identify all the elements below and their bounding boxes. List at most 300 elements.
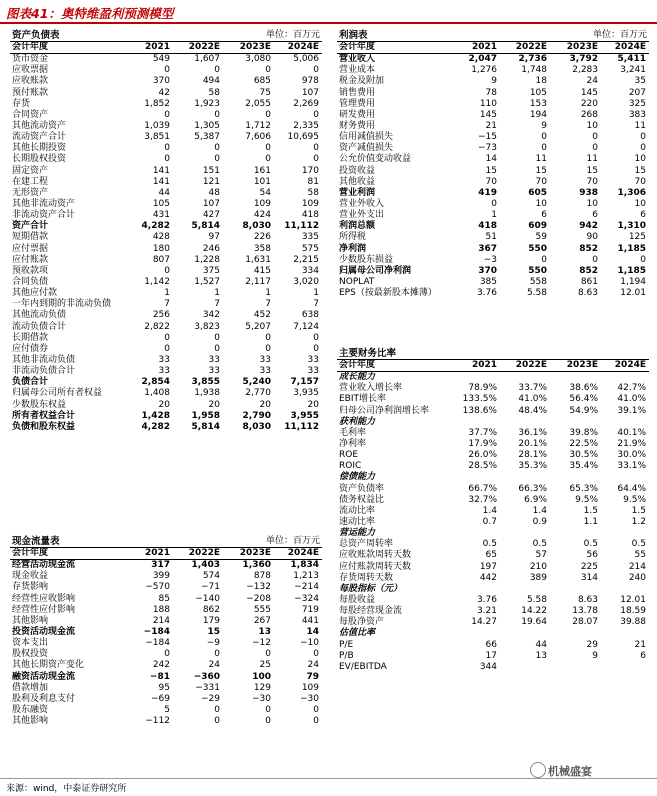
cell-value: 2,770 (245, 388, 271, 399)
cell-value: 141 (152, 165, 170, 176)
cell-value: 14.22 (521, 606, 547, 617)
cell-value: 2,854 (141, 377, 170, 388)
cell-value: 1,306 (617, 187, 646, 198)
cell-value: 0 (164, 109, 170, 120)
cell-value: 575 (301, 243, 319, 254)
cell-value: 0.5 (583, 539, 598, 550)
cell-value: 317 (151, 560, 170, 571)
cell-value: 10 (634, 198, 646, 209)
row-label: EPS（按最新股本摊薄） (339, 288, 437, 299)
cell-value: 33 (158, 354, 170, 365)
cell-value: 15 (207, 626, 220, 637)
row-label: 应收票据 (12, 65, 49, 76)
cell-value: 36.1% (518, 427, 547, 438)
cell-value: 0 (164, 343, 170, 354)
unit-label: 单位：百万元 (592, 30, 647, 40)
table-row (337, 562, 649, 573)
row-label: 其他收益 (339, 176, 376, 187)
cell-value: 15 (535, 165, 547, 176)
cell-value: 0 (640, 143, 646, 154)
cell-value: 246 (202, 243, 220, 254)
cell-value: 325 (628, 98, 646, 109)
cell-value: 852 (579, 265, 598, 276)
cell-value: 32.7% (468, 494, 497, 505)
row-label: 流动比率 (339, 505, 376, 516)
row-label: 税金及附加 (339, 76, 385, 87)
table-row (337, 617, 649, 628)
table-row (337, 143, 649, 154)
header-year: 2021 (471, 360, 497, 370)
cell-value: 37.7% (468, 427, 497, 438)
cell-value: 0 (313, 65, 319, 76)
wechat-icon (530, 762, 546, 778)
cell-value: −12 (252, 638, 271, 649)
row-label: 资产合计 (12, 221, 49, 232)
cell-value: 1.2 (631, 516, 646, 527)
row-label: 资产减值损失 (339, 143, 394, 154)
table-row (10, 65, 322, 76)
cell-value: 334 (301, 265, 319, 276)
row-label: 每股指标（元） (339, 583, 403, 594)
table-header (10, 548, 322, 560)
cell-value: 2,055 (245, 98, 271, 109)
cell-value: 0 (313, 716, 319, 727)
header-year: 2024E (614, 360, 646, 370)
cell-value: 11 (535, 154, 547, 165)
cell-value: 5,240 (242, 377, 271, 388)
cell-value: 6.9% (524, 494, 547, 505)
cell-value: 6 (592, 210, 598, 221)
row-label: 营业外收入 (339, 198, 385, 209)
row-label: 营业利润 (339, 187, 376, 198)
table-row (10, 121, 322, 132)
cell-value: 24 (586, 76, 598, 87)
row-label: ROE (339, 450, 359, 461)
cell-value: 0 (313, 343, 319, 354)
cell-value: 179 (202, 615, 220, 626)
cell-value: 0 (313, 649, 319, 660)
cell-value: 153 (529, 98, 547, 109)
cell-value: 5,411 (617, 54, 646, 65)
cell-value: 1,923 (194, 98, 220, 109)
cell-value: 5,814 (191, 221, 220, 232)
row-label: 利润总额 (339, 221, 376, 232)
cell-value: 39.88 (620, 617, 646, 628)
row-label: 股利及利息支付 (12, 693, 76, 704)
row-label: 预收款项 (12, 265, 49, 276)
row-label: 借款增加 (12, 682, 49, 693)
cell-value: 1,276 (471, 65, 497, 76)
cell-value: 1,185 (617, 243, 646, 254)
section-row (337, 417, 649, 428)
cell-value: 48.4% (518, 405, 547, 416)
header-year: 2022E (188, 42, 220, 52)
cell-value: 65 (485, 550, 497, 561)
table-row (337, 210, 649, 221)
header-year: 2022E (188, 548, 220, 558)
cell-value: 70 (586, 176, 598, 187)
cell-value: 210 (529, 561, 547, 572)
table-row (337, 255, 649, 266)
cell-value: 1,213 (293, 571, 319, 582)
cell-value: 8.63 (577, 594, 598, 605)
row-label: 无形资产 (12, 187, 49, 198)
cell-value: 0 (640, 254, 646, 265)
cell-value: 5,006 (293, 54, 319, 65)
table-row (10, 377, 322, 388)
row-label: EV/EBITDA (339, 661, 387, 672)
cell-value: 13 (258, 626, 271, 637)
cell-value: 66 (485, 639, 497, 650)
table-row (337, 573, 649, 584)
cell-value: 33.7% (518, 383, 547, 394)
cell-value: 28.07 (572, 617, 598, 628)
table-row (337, 76, 649, 87)
cell-value: 605 (528, 187, 547, 198)
cell-value: 13.78 (572, 606, 598, 617)
cell-value: 7,157 (290, 377, 319, 388)
row-label: 每股收益 (339, 594, 376, 605)
cell-value: 33 (259, 366, 271, 377)
cell-value: 852 (579, 243, 598, 254)
row-label: 现金收益 (12, 571, 49, 582)
row-label: 销售费用 (339, 87, 376, 98)
header-label: 会计年度 (339, 42, 376, 52)
cell-value: 133.5% (462, 394, 497, 405)
cash-flow-table (10, 548, 322, 727)
cell-value: 0.5 (631, 539, 646, 550)
cell-value: 20 (259, 399, 271, 410)
panel-title: 现金流量表 (12, 536, 60, 547)
cell-value: 807 (152, 254, 170, 265)
row-label: 非流动资产合计 (12, 210, 76, 221)
cell-value: 33 (208, 366, 220, 377)
row-label: 营业外支出 (339, 210, 385, 221)
cell-value: 1.4 (482, 505, 497, 516)
section-row (337, 372, 649, 383)
cell-value: 105 (152, 198, 170, 209)
cell-value: 10 (586, 120, 598, 131)
cell-value: 878 (253, 571, 271, 582)
row-label: 其他长期投资 (12, 143, 67, 154)
table-row (337, 277, 649, 288)
table-row (10, 355, 322, 366)
cell-value: 39.1% (617, 405, 646, 416)
cell-value: 207 (628, 87, 646, 98)
row-label: 公允价值变动收益 (339, 154, 412, 165)
cell-value: 6 (640, 210, 646, 221)
cell-value: 0 (592, 132, 598, 143)
section-row (337, 472, 649, 483)
cell-value: −73 (478, 143, 497, 154)
cell-value: 685 (253, 76, 271, 87)
cell-value: 10 (586, 198, 598, 209)
cell-value: 1,360 (242, 560, 271, 571)
row-label: 投资活动现金流 (12, 626, 76, 637)
row-label: 每股经营现金流 (339, 606, 403, 617)
cell-value: 9.5% (623, 494, 646, 505)
table-row (10, 400, 322, 411)
figure-title: 图表41：奥特维盈利预测模型 (6, 6, 174, 21)
cell-value: 0 (214, 716, 220, 727)
row-label: 营业收入增长率 (339, 383, 403, 394)
table-row (337, 383, 649, 394)
cell-value: 978 (301, 76, 319, 87)
cell-value: 719 (301, 604, 319, 615)
cell-value: 0 (214, 143, 220, 154)
cell-value: 66.3% (518, 483, 547, 494)
table-row (337, 595, 649, 606)
table-row (10, 649, 322, 660)
cell-value: 1 (313, 288, 319, 299)
cell-value: 188 (152, 604, 170, 615)
unit-label: 单位：百万元 (265, 30, 320, 40)
cell-value: 3,955 (290, 410, 319, 421)
cell-value: 861 (580, 276, 598, 287)
table-row (10, 76, 322, 87)
cell-value: 1,310 (617, 221, 646, 232)
header-year: 2024E (287, 42, 319, 52)
table-row (10, 660, 322, 671)
cell-value: 2,215 (293, 254, 319, 265)
cell-value: 550 (528, 243, 547, 254)
header-label: 会计年度 (339, 360, 376, 370)
table-row (10, 616, 322, 627)
row-label: 其他非流动负债 (12, 354, 76, 365)
cell-value: 170 (301, 165, 319, 176)
cell-value: 415 (253, 265, 271, 276)
table-row (337, 428, 649, 439)
cell-value: 431 (152, 210, 170, 221)
cell-value: 3,241 (620, 65, 646, 76)
cell-value: 0 (265, 716, 271, 727)
row-label: 获利能力 (339, 416, 376, 427)
cell-value: 21 (485, 120, 497, 131)
cell-value: 3,080 (245, 54, 271, 65)
cell-value: 14 (306, 626, 319, 637)
cell-value: 9.5% (575, 494, 598, 505)
cell-value: 550 (528, 265, 547, 276)
cell-value: 267 (253, 615, 271, 626)
cell-value: 8.63 (577, 288, 598, 299)
table-row (337, 99, 649, 110)
header-year: 2022E (515, 42, 547, 52)
row-label: 资本支出 (12, 638, 49, 649)
cell-value: −208 (246, 593, 271, 604)
cell-value: 0 (313, 704, 319, 715)
cell-value: 1.5 (583, 505, 598, 516)
row-label: 固定资产 (12, 165, 49, 176)
cell-value: 0 (164, 265, 170, 276)
table-row (337, 288, 649, 299)
table-row (337, 461, 649, 472)
cell-value: 0 (265, 109, 271, 120)
table-row (10, 132, 322, 143)
cell-value: 0 (164, 649, 170, 660)
header-year: 2022E (515, 360, 547, 370)
cell-value: 240 (628, 572, 646, 583)
cell-value: 42 (158, 87, 170, 98)
row-label: 存货周转天数 (339, 572, 394, 583)
cell-value: 151 (202, 165, 220, 176)
cell-value: 226 (253, 232, 271, 243)
cell-value: 66.7% (468, 483, 497, 494)
table-row (337, 606, 649, 617)
row-label: 负债和股东权益 (12, 421, 76, 432)
cell-value: 2,790 (242, 410, 271, 421)
row-label: 存货影响 (12, 582, 49, 593)
cell-value: 35.4% (569, 461, 598, 472)
row-label: 短期借款 (12, 232, 49, 243)
cell-value: 1 (265, 288, 271, 299)
row-label: 营业成本 (339, 65, 376, 76)
cell-value: 15 (485, 165, 497, 176)
cell-value: 8,030 (242, 421, 271, 432)
cell-value: −81 (149, 671, 170, 682)
row-label: 长期股权投资 (12, 154, 67, 165)
cell-value: 419 (478, 187, 497, 198)
cell-value: 1,712 (245, 120, 271, 131)
header-label: 会计年度 (12, 42, 49, 52)
cell-value: 0 (214, 704, 220, 715)
cell-value: 5,207 (245, 321, 271, 332)
cell-value: 3,020 (293, 276, 319, 287)
row-label: 毛利率 (339, 427, 367, 438)
cell-value: 6 (541, 210, 547, 221)
cell-value: 56 (586, 550, 598, 561)
cell-value: 141 (152, 176, 170, 187)
row-label: 货币资金 (12, 54, 49, 65)
table-row (10, 366, 322, 377)
cell-value: 21 (634, 639, 646, 650)
table-row (337, 177, 649, 188)
cell-value: 41.0% (518, 394, 547, 405)
row-label: 其他应付款 (12, 288, 58, 299)
table-row (10, 333, 322, 344)
cell-value: 57 (535, 550, 547, 561)
cell-value: −9 (206, 638, 220, 649)
table-row (10, 594, 322, 605)
cell-value: 0 (214, 65, 220, 76)
cell-value: 1 (491, 210, 497, 221)
cell-value: 1 (214, 288, 220, 299)
row-label: 每股净资产 (339, 617, 385, 628)
cell-value: 383 (628, 109, 646, 120)
table-row (10, 177, 322, 188)
cell-value: 0.5 (482, 539, 497, 550)
cell-value: 70 (535, 176, 547, 187)
cell-value: 65.3% (569, 483, 598, 494)
cell-value: 344 (479, 661, 497, 672)
cell-value: 4,282 (141, 221, 170, 232)
cell-value: 225 (580, 561, 598, 572)
table-row (10, 99, 322, 110)
cell-value: 342 (202, 310, 220, 321)
row-label: 营运能力 (339, 528, 376, 539)
cell-value: 138.6% (462, 405, 497, 416)
cell-value: −10 (300, 638, 319, 649)
cell-value: 399 (152, 571, 170, 582)
cell-value: 18 (535, 76, 547, 87)
cell-value: 0 (265, 143, 271, 154)
cell-value: 0 (265, 704, 271, 715)
cell-value: 0.5 (532, 539, 547, 550)
cell-value: 97 (208, 232, 220, 243)
cell-value: 54.9% (569, 405, 598, 416)
cell-value: 10,695 (287, 132, 319, 143)
table-row (10, 344, 322, 355)
row-label: 少数股东权益 (12, 399, 67, 410)
cell-value: 1.1 (583, 516, 598, 527)
table-row (10, 582, 322, 593)
cell-value: 21.9% (617, 438, 646, 449)
table-row (10, 716, 322, 727)
cell-value: 129 (253, 682, 271, 693)
cell-value: 5.58 (526, 288, 547, 299)
table-row (10, 388, 322, 399)
cell-value: 1,408 (144, 388, 170, 399)
cell-value: 59 (535, 232, 547, 243)
cell-value: 3,851 (144, 132, 170, 143)
cell-value: 15 (634, 165, 646, 176)
cell-value: 180 (152, 243, 170, 254)
row-label: 应收账款周转天数 (339, 550, 412, 561)
cell-value: 30.5% (569, 450, 598, 461)
financial-ratios-table (337, 360, 649, 673)
cell-value: 39.8% (569, 427, 598, 438)
table-row (10, 694, 322, 705)
cell-value: 2,117 (245, 276, 271, 287)
cell-value: 19.64 (521, 617, 547, 628)
cell-value: 90 (586, 232, 598, 243)
cell-value: 41.0% (617, 394, 646, 405)
cell-value: 574 (202, 571, 220, 582)
cell-value: 370 (152, 76, 170, 87)
cell-value: 100 (252, 671, 271, 682)
table-row (337, 506, 649, 517)
cell-value: 418 (301, 210, 319, 221)
table-row (337, 484, 649, 495)
cell-value: 0 (265, 65, 271, 76)
cell-value: 12.01 (620, 288, 646, 299)
row-label: 长期借款 (12, 332, 49, 343)
cell-value: 44 (535, 639, 547, 650)
table-row (10, 560, 322, 571)
row-label: 存货 (12, 98, 31, 109)
cell-value: 11 (586, 154, 598, 165)
cell-value: 0 (541, 132, 547, 143)
cell-value: 18.59 (620, 606, 646, 617)
cell-value: 0 (265, 332, 271, 343)
table-row (10, 705, 322, 716)
table-row (10, 638, 322, 649)
cell-value: 64.4% (617, 483, 646, 494)
cell-value: 418 (478, 221, 497, 232)
cell-value: 0 (214, 109, 220, 120)
cell-value: 7 (214, 299, 220, 310)
cell-value: 75 (259, 87, 271, 98)
cell-value: 862 (202, 604, 220, 615)
cell-value: 0 (265, 154, 271, 165)
cell-value: 0 (541, 254, 547, 265)
table-row (10, 154, 322, 165)
table-row (10, 166, 322, 177)
cell-value: 942 (579, 221, 598, 232)
cell-value: 0 (214, 649, 220, 660)
cell-value: 1,607 (194, 54, 220, 65)
row-label: 预付账款 (12, 87, 49, 98)
row-label: 流动资产合计 (12, 132, 67, 143)
